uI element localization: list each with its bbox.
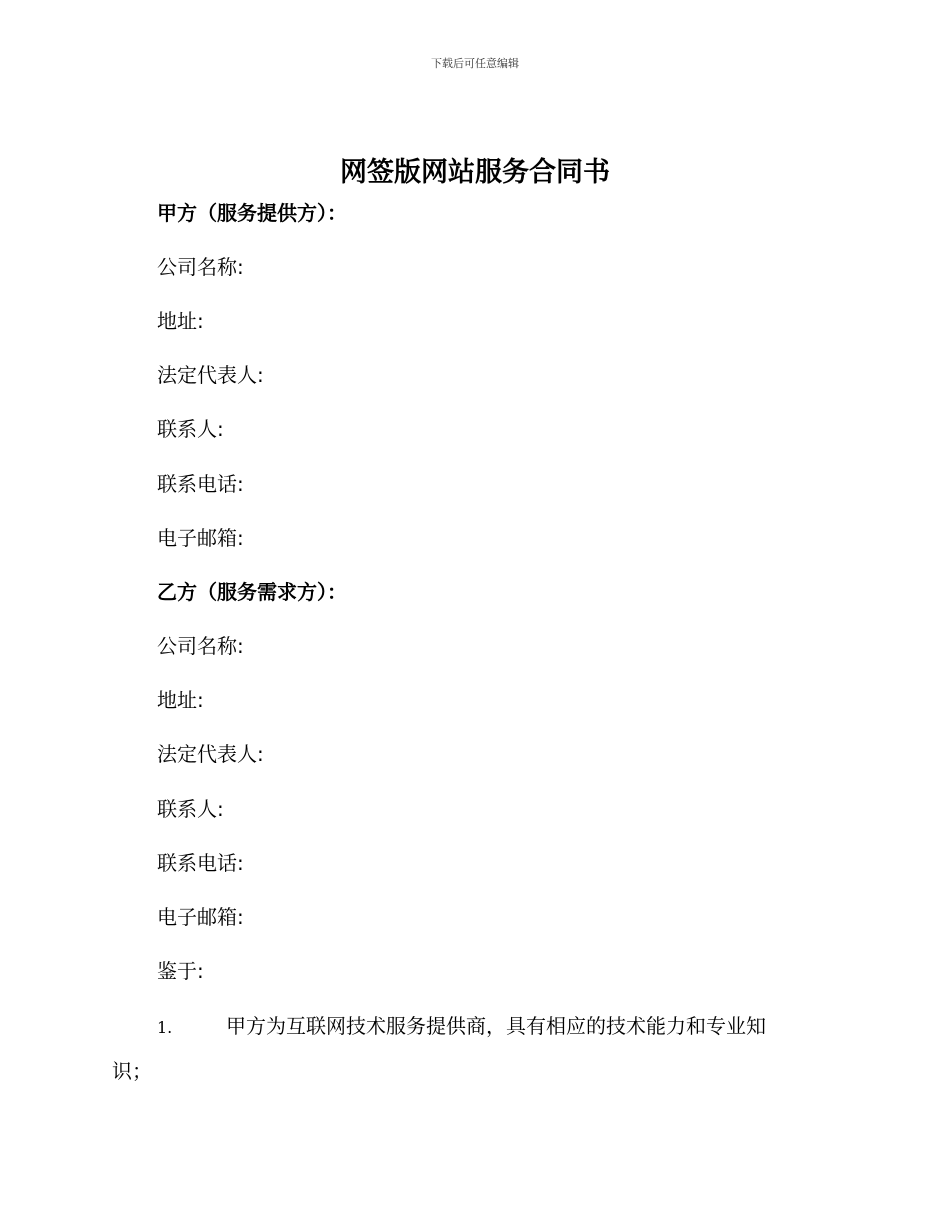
party-a-contact-label: 联系人:	[157, 417, 224, 441]
whereas-item-text: 甲方为互联网技术服务提供商，具有相应的技术能力和专业知	[226, 1014, 766, 1038]
party-b-email-label: 电子邮箱:	[157, 905, 244, 929]
document-title: 网签版网站服务合同书	[340, 157, 610, 188]
page-header-note: 下载后可任意编辑	[431, 57, 519, 70]
whereas-item-text-continued: 识；	[112, 1059, 152, 1083]
whereas-item-number: 1.	[157, 1018, 173, 1037]
party-a-legal-rep-label: 法定代表人:	[157, 363, 264, 387]
party-a-address-label: 地址:	[157, 309, 204, 333]
party-a-heading: 甲方（服务提供方）：	[157, 201, 347, 225]
whereas-label: 鉴于:	[157, 959, 204, 983]
party-a-phone-label: 联系电话:	[157, 472, 244, 496]
party-b-contact-label: 联系人:	[157, 797, 224, 821]
party-a-email-label: 电子邮箱:	[157, 526, 244, 550]
party-b-company-name-label: 公司名称:	[157, 634, 244, 658]
party-b-address-label: 地址:	[157, 688, 204, 712]
party-a-company-name-label: 公司名称:	[157, 255, 244, 279]
party-b-phone-label: 联系电话:	[157, 851, 244, 875]
party-b-legal-rep-label: 法定代表人:	[157, 742, 264, 766]
party-b-heading: 乙方（服务需求方）：	[157, 580, 347, 604]
